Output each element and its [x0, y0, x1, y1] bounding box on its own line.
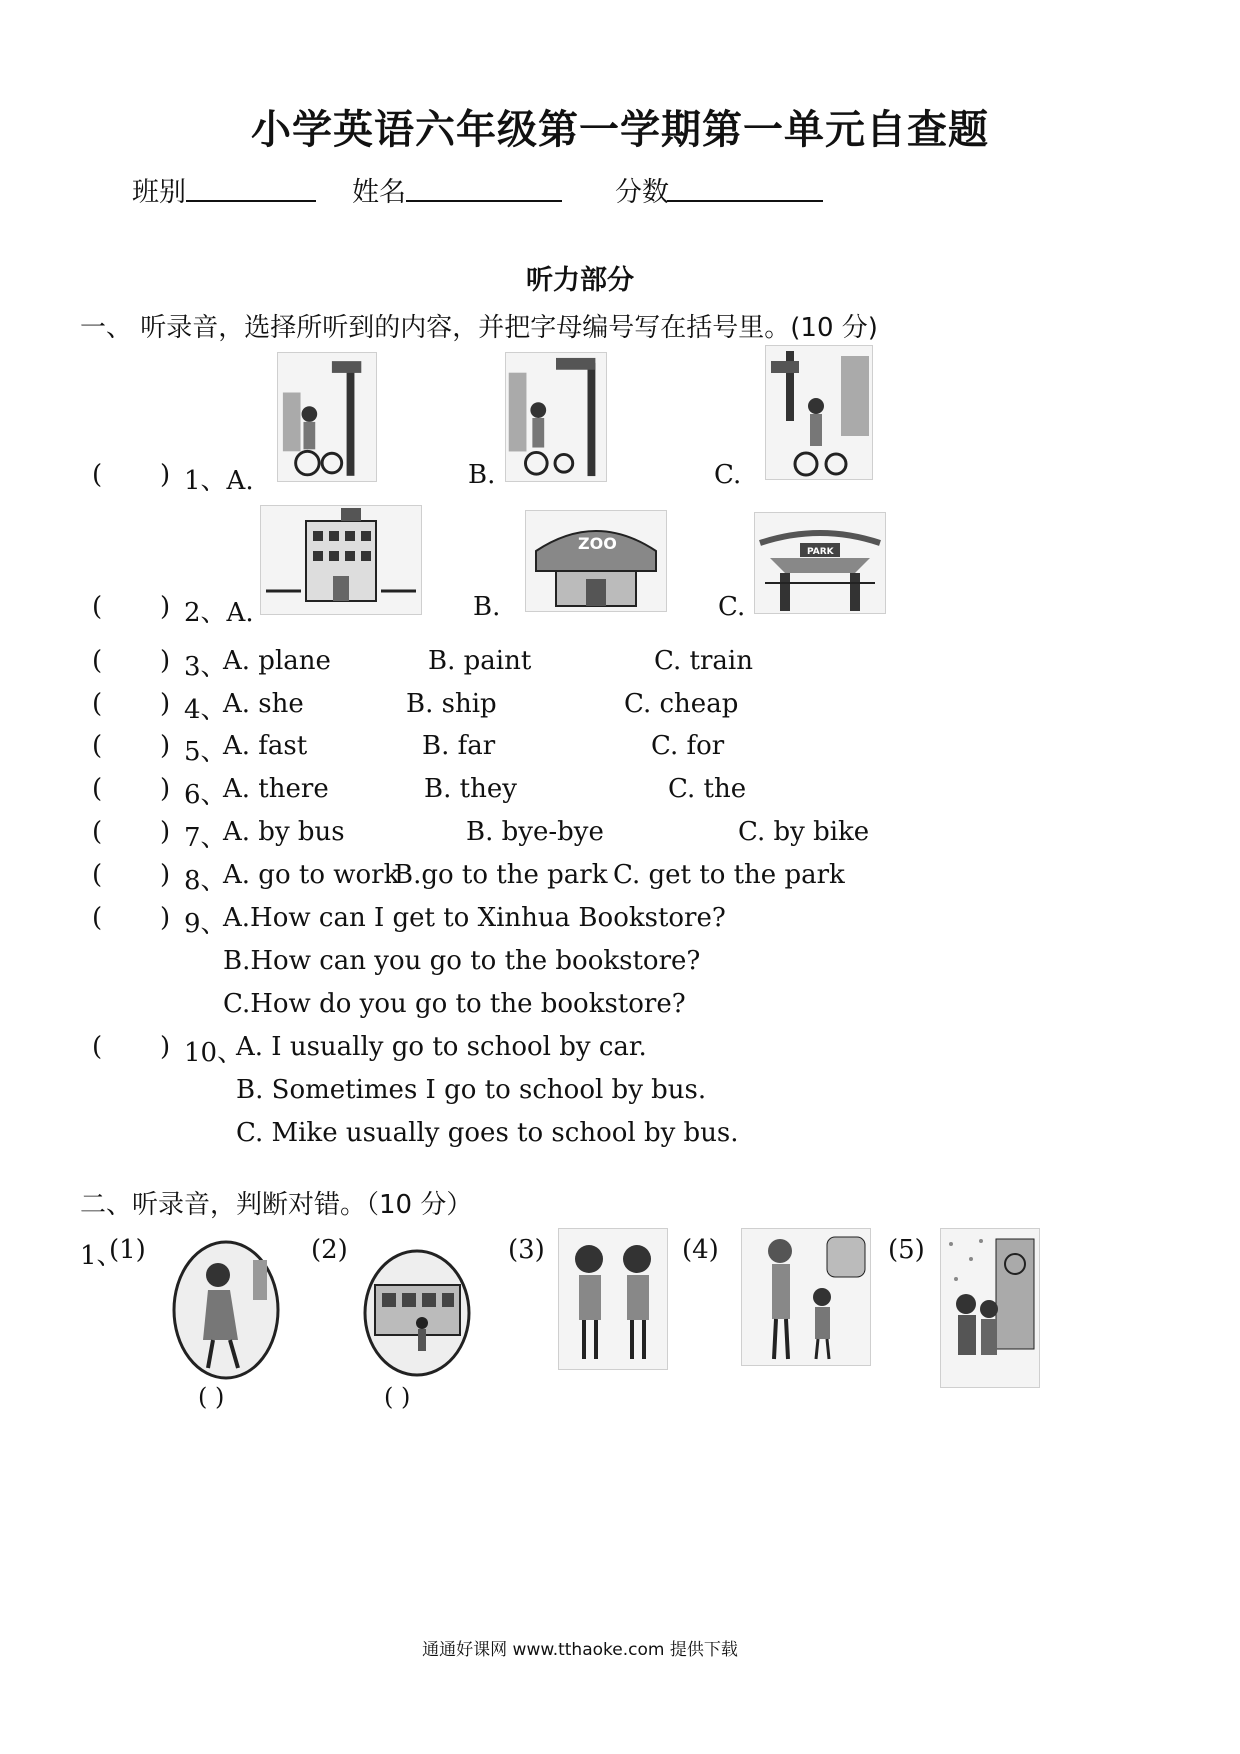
option-c: C. for [651, 731, 725, 761]
answer-paren-open: ( [92, 1032, 103, 1062]
name-blank[interactable] [406, 200, 562, 202]
option-c: C. train [654, 646, 753, 676]
question-number: 5、 [184, 737, 227, 767]
answer-paren-open: ( [92, 817, 103, 847]
option-a: A. there [223, 774, 329, 804]
part2-item-2-label: (2) [311, 1235, 348, 1265]
q2-label-b: B. [473, 592, 501, 622]
q9-option-b: B.How can you go to the bookstore? [223, 946, 701, 976]
part2-item-4-label: (4) [682, 1235, 719, 1265]
score-blank[interactable] [667, 200, 823, 202]
part2-instruction: 二、听录音，判断对错。（10 分） [80, 1190, 473, 1220]
option-c: C. get to the park [613, 860, 845, 890]
score-label: 分数 [615, 177, 669, 208]
option-a: A. plane [223, 646, 331, 676]
answer-paren-close: ) [160, 774, 171, 804]
part2-answer-blank-2[interactable]: ( ) [384, 1383, 411, 1411]
option-a: A. fast [223, 731, 308, 761]
listening-header: 听力部分 [526, 265, 634, 296]
q2-number: 2、A. [184, 598, 254, 628]
q10-option-a: A. I usually go to school by car. [236, 1032, 647, 1062]
q1-number: 1、A. [184, 466, 254, 496]
answer-paren-close: ) [160, 817, 171, 847]
question-number: 7、 [184, 823, 227, 853]
answer-paren-close: ) [160, 860, 171, 890]
option-b: B. bye-bye [466, 817, 604, 847]
answer-paren-open: ( [92, 774, 103, 804]
snowy-street-image [940, 1228, 1040, 1388]
answer-paren-close: ) [160, 903, 171, 933]
page-title: 小学英语六年级第一学期第一单元自查题 [251, 107, 989, 153]
option-a: A. by bus [223, 817, 345, 847]
answer-paren-open: ( [92, 689, 103, 719]
answer-paren-close: ) [160, 646, 171, 676]
answer-paren-close: ) [160, 460, 171, 490]
answer-paren-open: ( [92, 731, 103, 761]
option-b: B.go to the park [394, 860, 608, 890]
part2-question-number: 1、 [80, 1241, 123, 1271]
option-c: C. the [668, 774, 747, 804]
q1-label-b: B. [468, 460, 496, 490]
answer-paren-close: ) [160, 1032, 171, 1062]
q10-number: 10、 [184, 1038, 244, 1068]
question-number: 6、 [184, 780, 227, 810]
option-b: B. they [424, 774, 517, 804]
option-b: B. ship [406, 689, 497, 719]
answer-paren-open: ( [92, 860, 103, 890]
name-label: 姓名 [352, 177, 406, 208]
option-b: B. paint [428, 646, 532, 676]
part2-item-1-label: (1) [109, 1235, 146, 1265]
part2-item-5-label: (5) [888, 1235, 925, 1265]
option-a: A. she [223, 689, 304, 719]
q2-label-c: C. [718, 592, 746, 622]
answer-paren-open: ( [92, 646, 103, 676]
option-c: C. by bike [738, 817, 870, 847]
zoo-gate-image [525, 510, 667, 612]
footer-text: 通通好课网 www.tthaoke.com 提供下载 [422, 1640, 738, 1660]
q10-option-c: C. Mike usually goes to school by bus. [236, 1118, 739, 1148]
part2-item-3-label: (3) [508, 1235, 545, 1265]
traffic-bike-image-a [277, 352, 377, 482]
q1-label-c: C. [714, 460, 742, 490]
answer-paren-close: ) [160, 592, 171, 622]
boy-asking-directions-image [741, 1228, 871, 1366]
part1-instruction: 一、 听录音，选择所听到的内容，并把字母编号写在括号里。(10 分) [80, 313, 878, 343]
q10-option-b: B. Sometimes I go to school by bus. [236, 1075, 707, 1105]
question-number: 8、 [184, 866, 227, 896]
q9-option-c: C.How do you go to the bookstore? [223, 989, 686, 1019]
q9-number: 9、 [184, 909, 227, 939]
two-girls-image [558, 1228, 668, 1370]
answer-paren-open: ( [92, 592, 103, 622]
zoo-sign-text: ZOO [578, 534, 617, 553]
option-a: A. go to work [223, 860, 400, 890]
answer-paren-open: ( [92, 903, 103, 933]
question-number: 4、 [184, 695, 227, 725]
park-gate-image [754, 512, 886, 614]
class-blank[interactable] [186, 200, 316, 202]
part2-answer-blank-1[interactable]: ( ) [198, 1383, 225, 1411]
answer-paren-close: ) [160, 689, 171, 719]
question-number: 3、 [184, 652, 227, 682]
answer-paren-open: ( [92, 460, 103, 490]
park-sign-text: PARK [807, 547, 834, 557]
option-c: C. cheap [624, 689, 739, 719]
train-station-image [360, 1245, 475, 1410]
traffic-bike-image-c [765, 345, 873, 480]
traffic-bike-image-b [505, 352, 607, 482]
option-b: B. far [422, 731, 496, 761]
q9-option-a: A.How can I get to Xinhua Bookstore? [223, 903, 726, 933]
woman-walking-image [158, 1240, 293, 1410]
answer-paren-close: ) [160, 731, 171, 761]
class-label: 班别 [132, 177, 186, 208]
school-building-image [260, 505, 422, 615]
